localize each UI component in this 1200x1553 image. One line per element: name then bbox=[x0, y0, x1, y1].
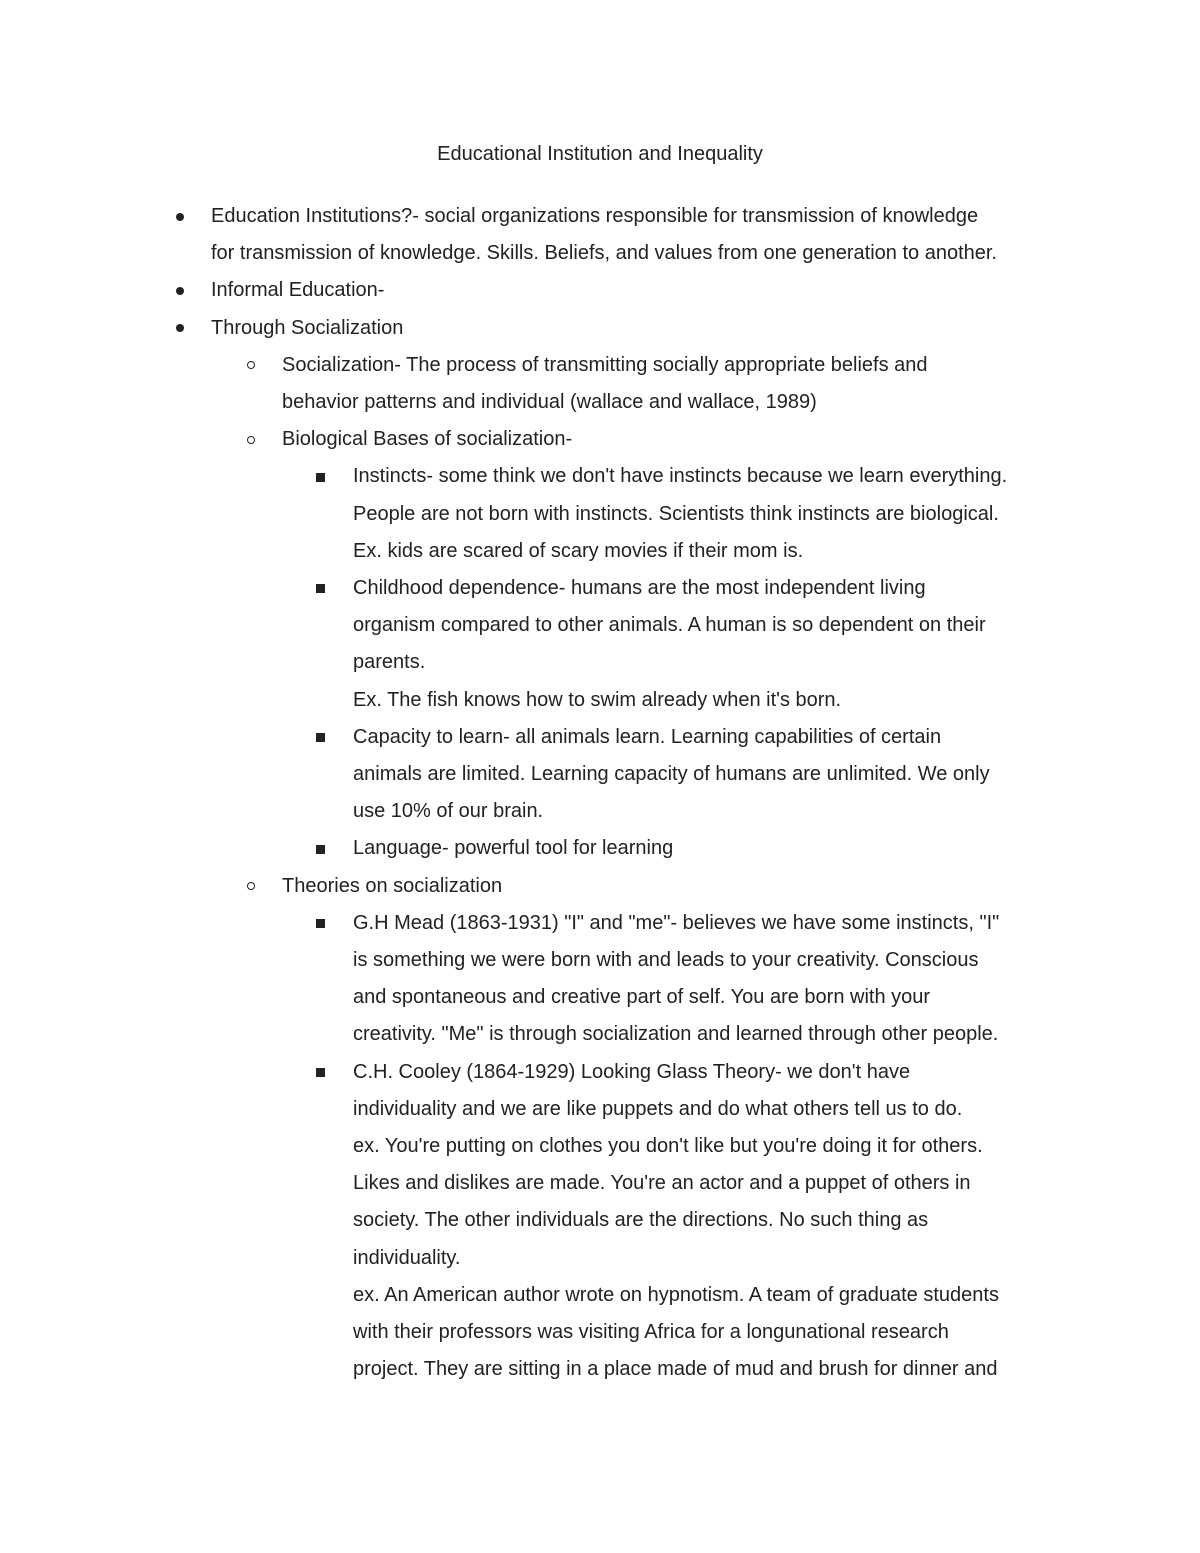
bullet-square-icon bbox=[316, 584, 325, 593]
list-item bbox=[0, 458, 1200, 570]
list-item-line: behavior patterns and individual (wallace and wallace, 1989) bbox=[282, 391, 817, 414]
list-item bbox=[0, 1054, 1200, 1389]
list-item-line: Biological Bases of socialization- bbox=[282, 428, 573, 451]
list-item-line: ex. You're putting on clothes you don't like but you're doing it for others. bbox=[353, 1135, 983, 1158]
list-item-line: creativity. "Me" is through socialization and learned through other people. bbox=[353, 1023, 999, 1046]
list-item-line: and spontaneous and creative part of self. You are born with your bbox=[353, 986, 931, 1009]
bullet-square-icon bbox=[316, 473, 325, 482]
bullet-circle-icon bbox=[247, 882, 255, 890]
bullet-circle-icon bbox=[247, 436, 255, 444]
list-item-line: ex. An American author wrote on hypnotism. A team of graduate students bbox=[353, 1283, 999, 1306]
list-item bbox=[0, 905, 1200, 1054]
list-item-line: individuality. bbox=[353, 1246, 461, 1269]
list-item-line: Ex. The fish knows how to swim already when it's born. bbox=[353, 688, 842, 711]
list-item-line: use 10% of our brain. bbox=[353, 800, 544, 823]
list-item bbox=[0, 421, 1200, 458]
list-item-line: Socialization- The process of transmitting socially appropriate beliefs and bbox=[282, 353, 928, 376]
list-item bbox=[0, 719, 1200, 831]
list-item-line: animals are limited. Learning capacity of humans are unlimited. We only bbox=[353, 763, 990, 786]
list-item-line: parents. bbox=[353, 651, 426, 674]
list-item bbox=[0, 310, 1200, 347]
list-item-line: G.H Mead (1863-1931) "I" and "me"- believes we have some instincts, "I" bbox=[353, 911, 1000, 934]
list-item bbox=[0, 347, 1200, 421]
list-item-line: People are not born with instincts. Scientists think instincts are biological. bbox=[353, 502, 999, 525]
bullet-square-icon bbox=[316, 733, 325, 742]
document-title: Educational Institution and Inequality bbox=[437, 143, 763, 165]
bullet-dot-icon bbox=[176, 324, 184, 332]
list-item-line: Language- powerful tool for learning bbox=[353, 837, 674, 860]
list-item-line: for transmission of knowledge. Skills. Beliefs, and values from one generation to another. bbox=[211, 242, 997, 265]
bullet-dot-icon bbox=[176, 287, 184, 295]
bullet-outline bbox=[0, 198, 1200, 1389]
list-item-line: with their professors was visiting Africa for a longunational research bbox=[353, 1321, 949, 1344]
bullet-circle-icon bbox=[247, 361, 255, 369]
list-item bbox=[0, 868, 1200, 905]
list-item-line: C.H. Cooley (1864-1929) Looking Glass Theory- we don't have bbox=[353, 1060, 911, 1083]
list-item bbox=[0, 272, 1200, 309]
list-item-line: Informal Education- bbox=[211, 279, 385, 302]
list-item-line: Capacity to learn- all animals learn. Learning capabilities of certain bbox=[353, 725, 942, 748]
list-item-line: Ex. kids are scared of scary movies if their mom is. bbox=[353, 539, 804, 562]
bullet-square-icon bbox=[316, 919, 325, 928]
bullet-square-icon bbox=[316, 845, 325, 854]
list-item-line: individuality and we are like puppets and do what others tell us to do. bbox=[353, 1097, 963, 1120]
bullet-dot-icon bbox=[176, 213, 184, 221]
list-item-line: Education Institutions?- social organizations responsible for transmission of knowledge bbox=[211, 205, 979, 227]
list-item-line: society. The other individuals are the directions. No such thing as bbox=[353, 1209, 929, 1232]
list-item bbox=[0, 830, 1200, 867]
list-item-line: organism compared to other animals. A human is so dependent on their bbox=[353, 614, 986, 637]
list-item-line: project. They are sitting in a place made of mud and brush for dinner and bbox=[353, 1358, 998, 1381]
list-item-line: Childhood dependence- humans are the most independent living bbox=[353, 577, 926, 600]
list-item-line: Through Socialization bbox=[211, 316, 404, 339]
list-item bbox=[0, 198, 1200, 272]
list-item-line: is something we were born with and leads to your creativity. Conscious bbox=[353, 949, 979, 972]
list-item-line: Instincts- some think we don't have instincts because we learn everything. bbox=[353, 465, 1008, 488]
bullet-square-icon bbox=[316, 1068, 325, 1077]
list-item-line: Likes and dislikes are made. You're an actor and a puppet of others in bbox=[353, 1172, 971, 1195]
list-item bbox=[0, 570, 1200, 719]
list-item-line: Theories on socialization bbox=[282, 874, 503, 897]
